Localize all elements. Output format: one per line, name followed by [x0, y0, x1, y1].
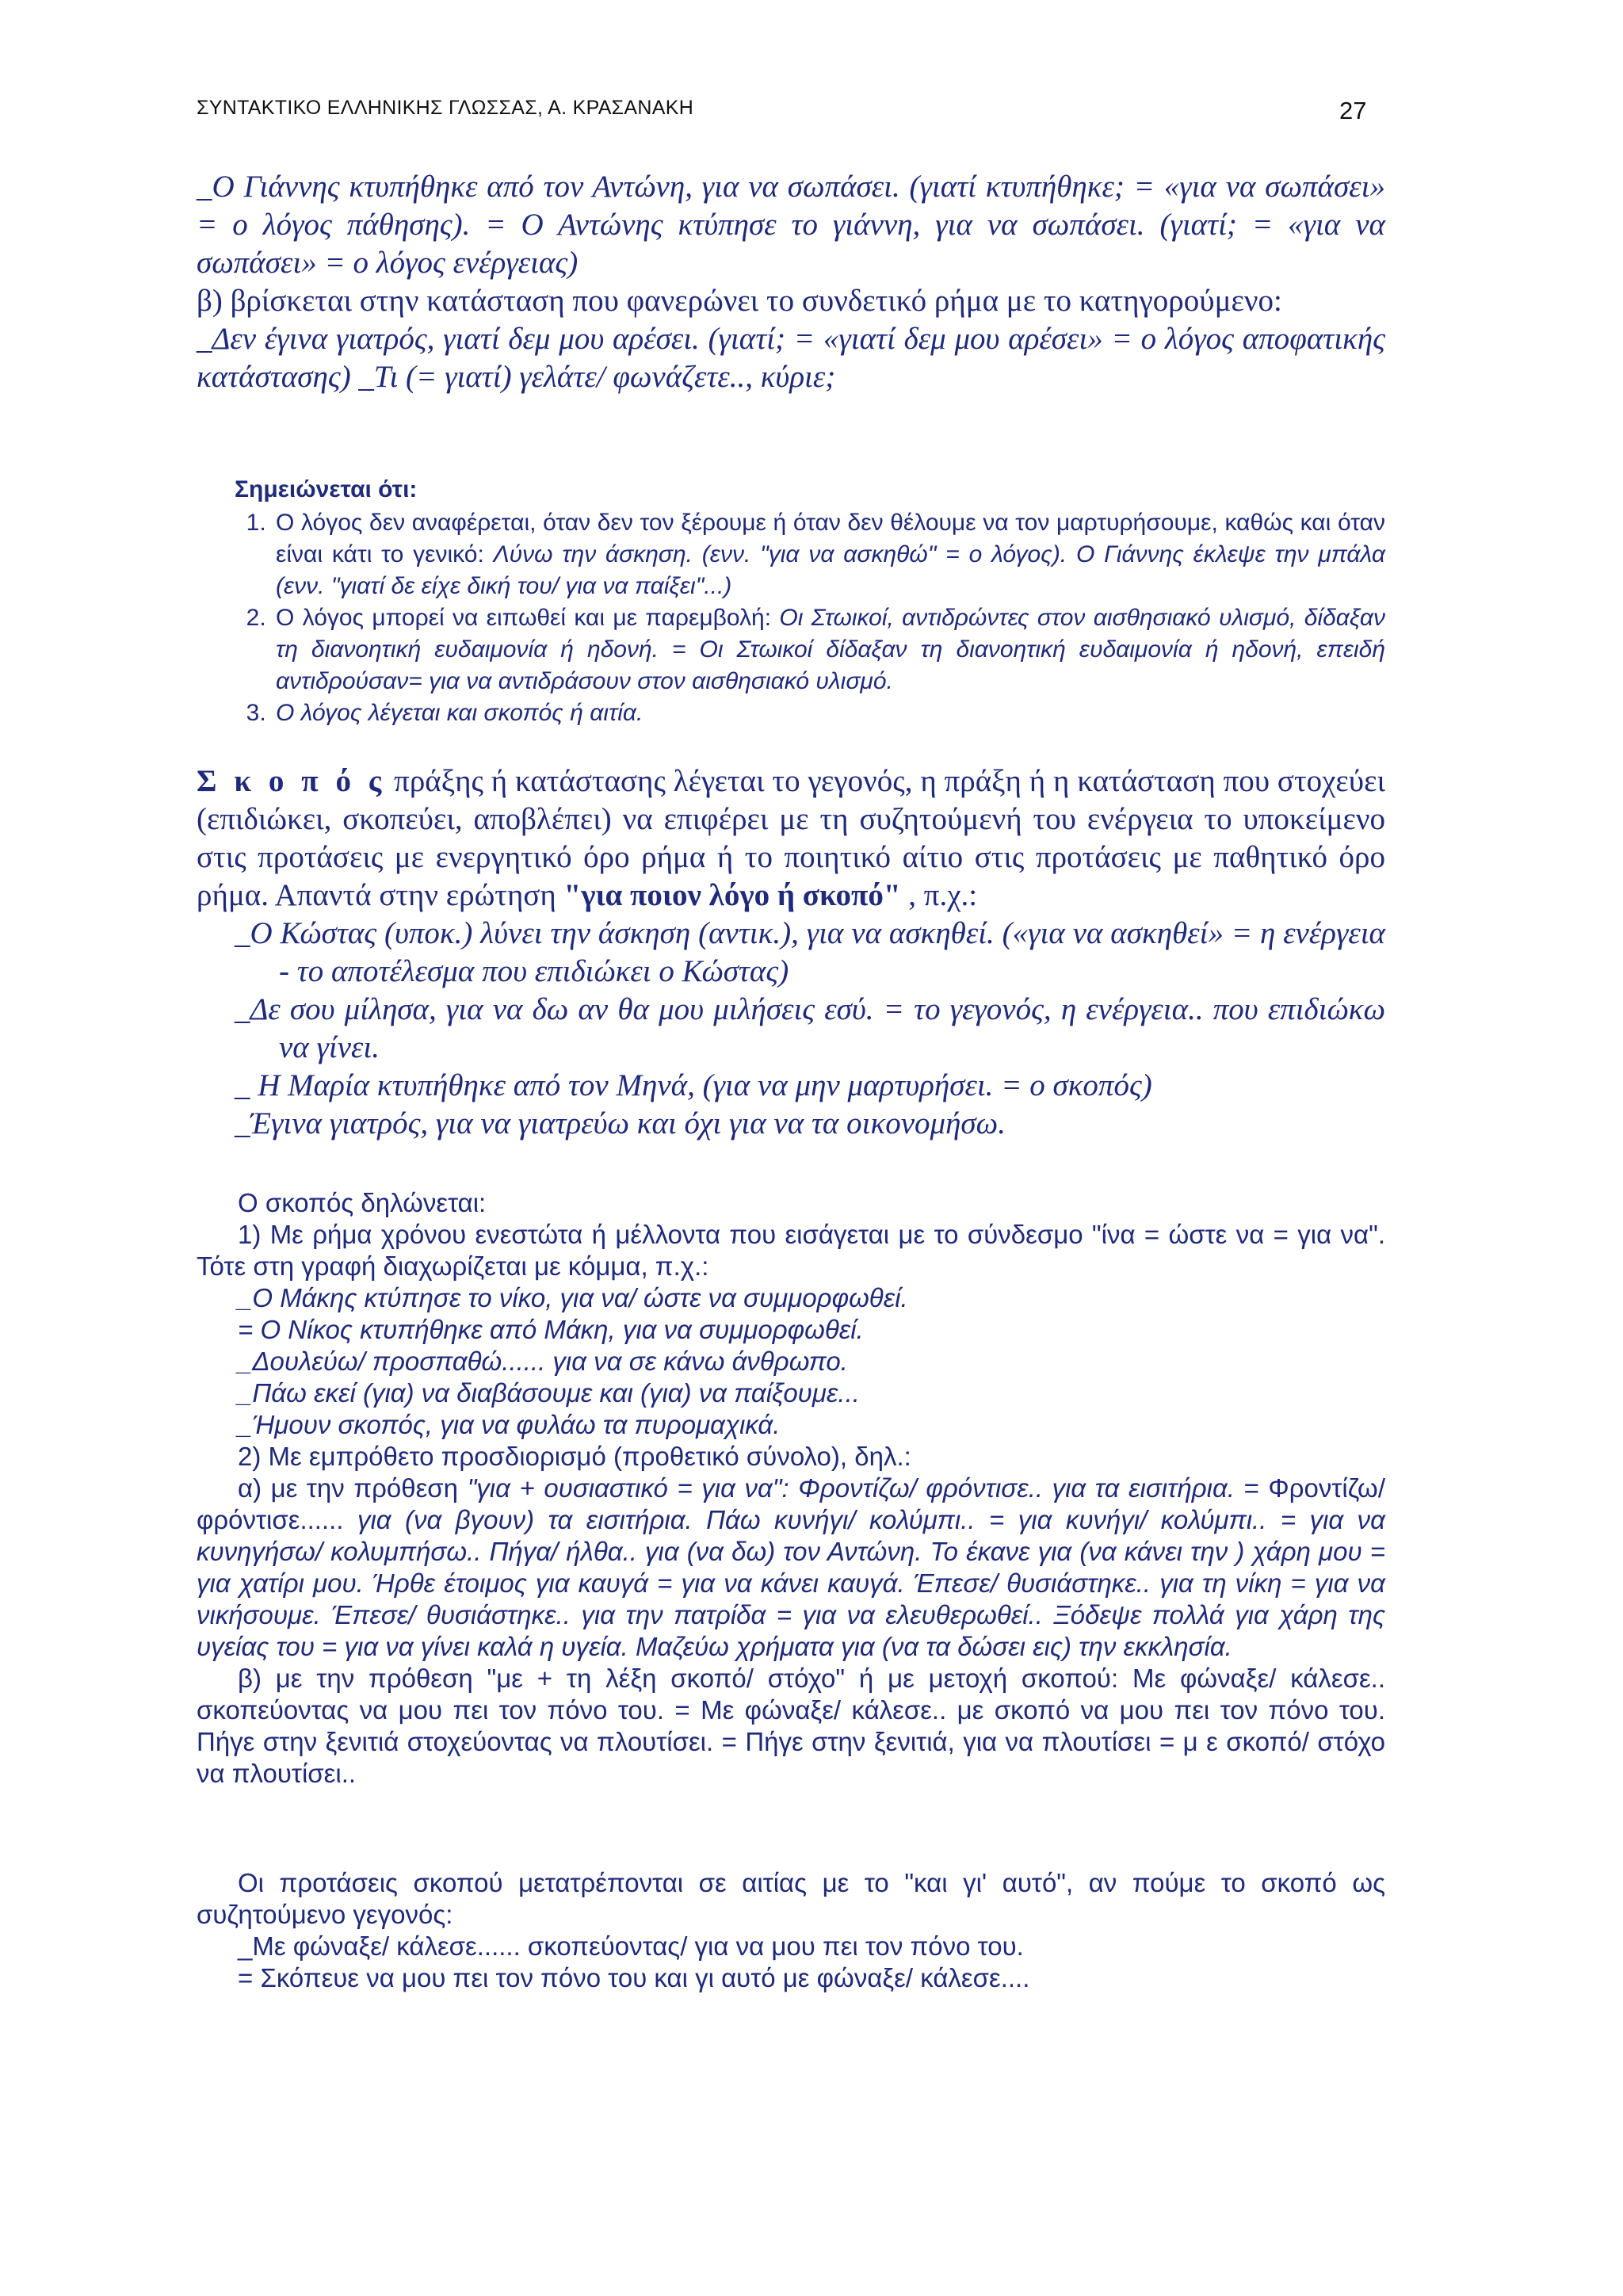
notes-section: [197, 474, 1385, 729]
notes-list: [197, 507, 1385, 729]
notes-heading: Σημειώνεται ότι:: [235, 476, 418, 502]
conversion-example: _Με φώναξε/ κάλεσε...... σκοπεύοντας/ για να μου πει τον πόνο του.: [238, 1931, 1024, 1961]
note-item: 2. Ο λόγος μπορεί να ειπωθεί και με παρεμβολή: Οι Στωικοί, αντιδρώντες στον αισθησιακό υλισμό, δίδαξαν τη διανοητική ευδαιμονία ή ηδονή. = Οι Στωικοί δίδαξαν τη διανοητική ευδαιμονία ή ηδονή, επειδή αντιδρούσαν= για να αντιδράσουν στον αισθησιακό υλισμό.: [273, 602, 1385, 697]
expressed-intro: Ο σκοπός δηλώνεται:: [238, 1188, 487, 1217]
intro-section: [197, 168, 1385, 396]
rule-two-b: β) με την πρόθεση "με + τη λέξη σκοπό/ στόχο" ή με μετοχή σκοπού: Με φώναξε/ κάλεσε.. σκοπεύοντας να μου πει τον πόνο του. = Με φώναξε/ κάλεσε.. με σκοπό να μου πει τον πόνο του. Πήγε στην ξενιτιά στοχεύοντας να πλουτίσει. = Πήγε στην ξενιτιά, για να πλουτίσει = μ ε σκοπό/ στόχο να πλουτίσει..: [197, 1664, 1385, 1788]
skopos-example: _Ο Κώστας (υποκ.) λύνει την άσκηση (αντικ.), για να ασκηθεί. («για να ασκηθεί» = η ενέργεια - το αποτέλεσμα που επιδιώκει ο Κώστας): [235, 916, 1385, 988]
skopos-example: _Δε σου μίλησα, για να δω αν θα μου μιλήσεις εσύ. = το γεγονός, η ενέργεια.. που επιδιώκω να γίνει.: [235, 992, 1385, 1064]
expressed-section: [197, 1187, 1385, 1790]
rule-one-example: _Ήμουν σκοπός, για να φυλάω τα πυρομαχικά.: [238, 1410, 781, 1439]
note-item: 3. Ο λόγος λέγεται και σκοπός ή αιτία.: [273, 697, 1385, 729]
intro-paragraph: _Ο Γιάννης κτυπήθηκε από τον Αντώνη, για να σωπάσει. (γιατί κτυπήθηκε; = «για να σωπάσει» = ο λόγος πάθησης). = Ο Αντώνης κτύπησε το γιάννη, για να σωπάσει. (γιατί; = «για να σωπάσει» = ο λόγος ενέργειας): [197, 170, 1385, 280]
note-item: 1. Ο λόγος δεν αναφέρεται, όταν δεν τον ξέρουμε ή όταν δεν θέλουμε να τον μαρτυρήσουμε, καθώς και όταν είναι κάτι το γενικό: Λύνω την άσκηση. (ενν. "για να ασκηθώ" = ο λόγος). Ο Γιάννης έκλεψε την μπάλα (ενν. "γιατί δε είχε δική του/ για να παίξει"...): [273, 507, 1385, 602]
rule-one-example: _Δουλεύω/ προσπαθώ...... για να σε κάνω άνθρωπο.: [238, 1347, 848, 1376]
skopos-example: _Έγινα γιατρός, για να γιατρεύω και όχι για να τα οικονομήσω.: [235, 1106, 1006, 1140]
skopos-example: _ Η Μαρία κτυπήθηκε από τον Μηνά, (για να μην μαρτυρήσει. = ο σκοπός): [235, 1068, 1152, 1102]
intro-paragraph: β) βρίσκεται στην κατάσταση που φανερώνει το συνδετικό ρήμα με το κατηγορούμενο:: [197, 284, 1282, 318]
rule-one-example: _Ο Μάκης κτύπησε το νίκο, για να/ ώστε να συμμορφωθεί.: [238, 1283, 908, 1312]
intro-paragraph: _Δεν έγινα γιατρός, γιατί δεμ μου αρέσει. (γιατί; = «γιατί δεμ μου αρέσει» = ο λόγος αποφατικής κατάστασης) _Τι (= γιατί) γελάτε/ φωνάζετε.., κύριε;: [197, 322, 1385, 394]
conversion-paragraph: Οι προτάσεις σκοπού μετατρέπονται σε αιτίας με το "και γι' αυτό", αν πούμε το σκοπό ως συζητούμενο γεγονός:: [197, 1868, 1385, 1929]
conversion-example: = Σκόπευε να μου πει τον πόνο του και γι αυτό με φώναξε/ κάλεσε....: [238, 1963, 1030, 1992]
conversion-section: [197, 1867, 1385, 1994]
rule-two-a: α) με την πρόθεση "για + ουσιαστικό = για να": Φροντίζω/ φρόντισε.. για τα εισιτήρια. = Φροντίζω/ φρόντισε...... για (να βγουν) τα εισιτήρια. Πάω κυνήγι/ κολύμπι.. = για κυνήγι/ κολύμπι.. = για να κυνηγήσω/ κολυμπήσω.. Πήγα/ ήλθα.. για (να δω) τον Αντώνη. Το έκανε για (να κάνει την ) χάρη μου = για χατίρι μου. Ήρθε έτοιμος για καυγά = για να κάνει καυγά. Έπεσε/ θυσιάστηκε.. για τη νίκη = για να νικήσουμε. Έπεσε/ θυσιάστηκε.. για την πατρίδα = για να ελευθερωθεί.. Ξόδεψε πολλά για χάρη της υγείας του = για να γίνει καλά η υγεία. Μαζεύω χρήματα για (να τα δώσει εις) την εκκλησία.: [197, 1473, 1385, 1661]
rule-one: 1) Με ρήμα χρόνου ενεστώτα ή μέλλοντα που εισάγεται με το σύνδεσμο "ίνα = ώστε να = για να". Τότε στη γραφή διαχωρίζεται με κόμμα, π.χ.:: [197, 1220, 1385, 1281]
rule-one-example: = Ο Νίκος κτυπήθηκε από Μάκη, για να συμμορφωθεί.: [238, 1315, 864, 1344]
skopos-section: [197, 762, 1385, 1143]
rule-two: 2) Με εμπρόθετο προσδιορισμό (προθετικό σύνολο), δηλ.:: [238, 1442, 911, 1471]
running-header: ΣΥΝΤΑΚΤΙΚΟ ΕΛΛΗΝΙΚΗΣ ΓΛΩΣΣΑΣ, Α. ΚΡΑΣΑΝΑΚΗ: [197, 97, 694, 119]
page-number: 27: [1339, 97, 1367, 124]
skopos-definition: Σ κ ο π ό ς πράξης ή κατάστασης λέγεται το γεγονός, η πράξη ή η κατάσταση που στοχεύει (επιδιώκει, σκοπεύει, αποβλέπει) να επιφέρει με τη συζητούμενή του ενέργεια το υποκείμενο στις προτάσεις με ενεργητικό όρο ρήμα ή το ποιητικό αίτιο στις προτάσεις με παθητικό όρο ρήμα. Απαντά στην ερώτηση "για ποιον λόγο ή σκοπό" , π.χ.:: [197, 764, 1385, 912]
rule-one-example: _Πάω εκεί (για) να διαβάσουμε και (για) να παίξουμε...: [238, 1378, 860, 1408]
